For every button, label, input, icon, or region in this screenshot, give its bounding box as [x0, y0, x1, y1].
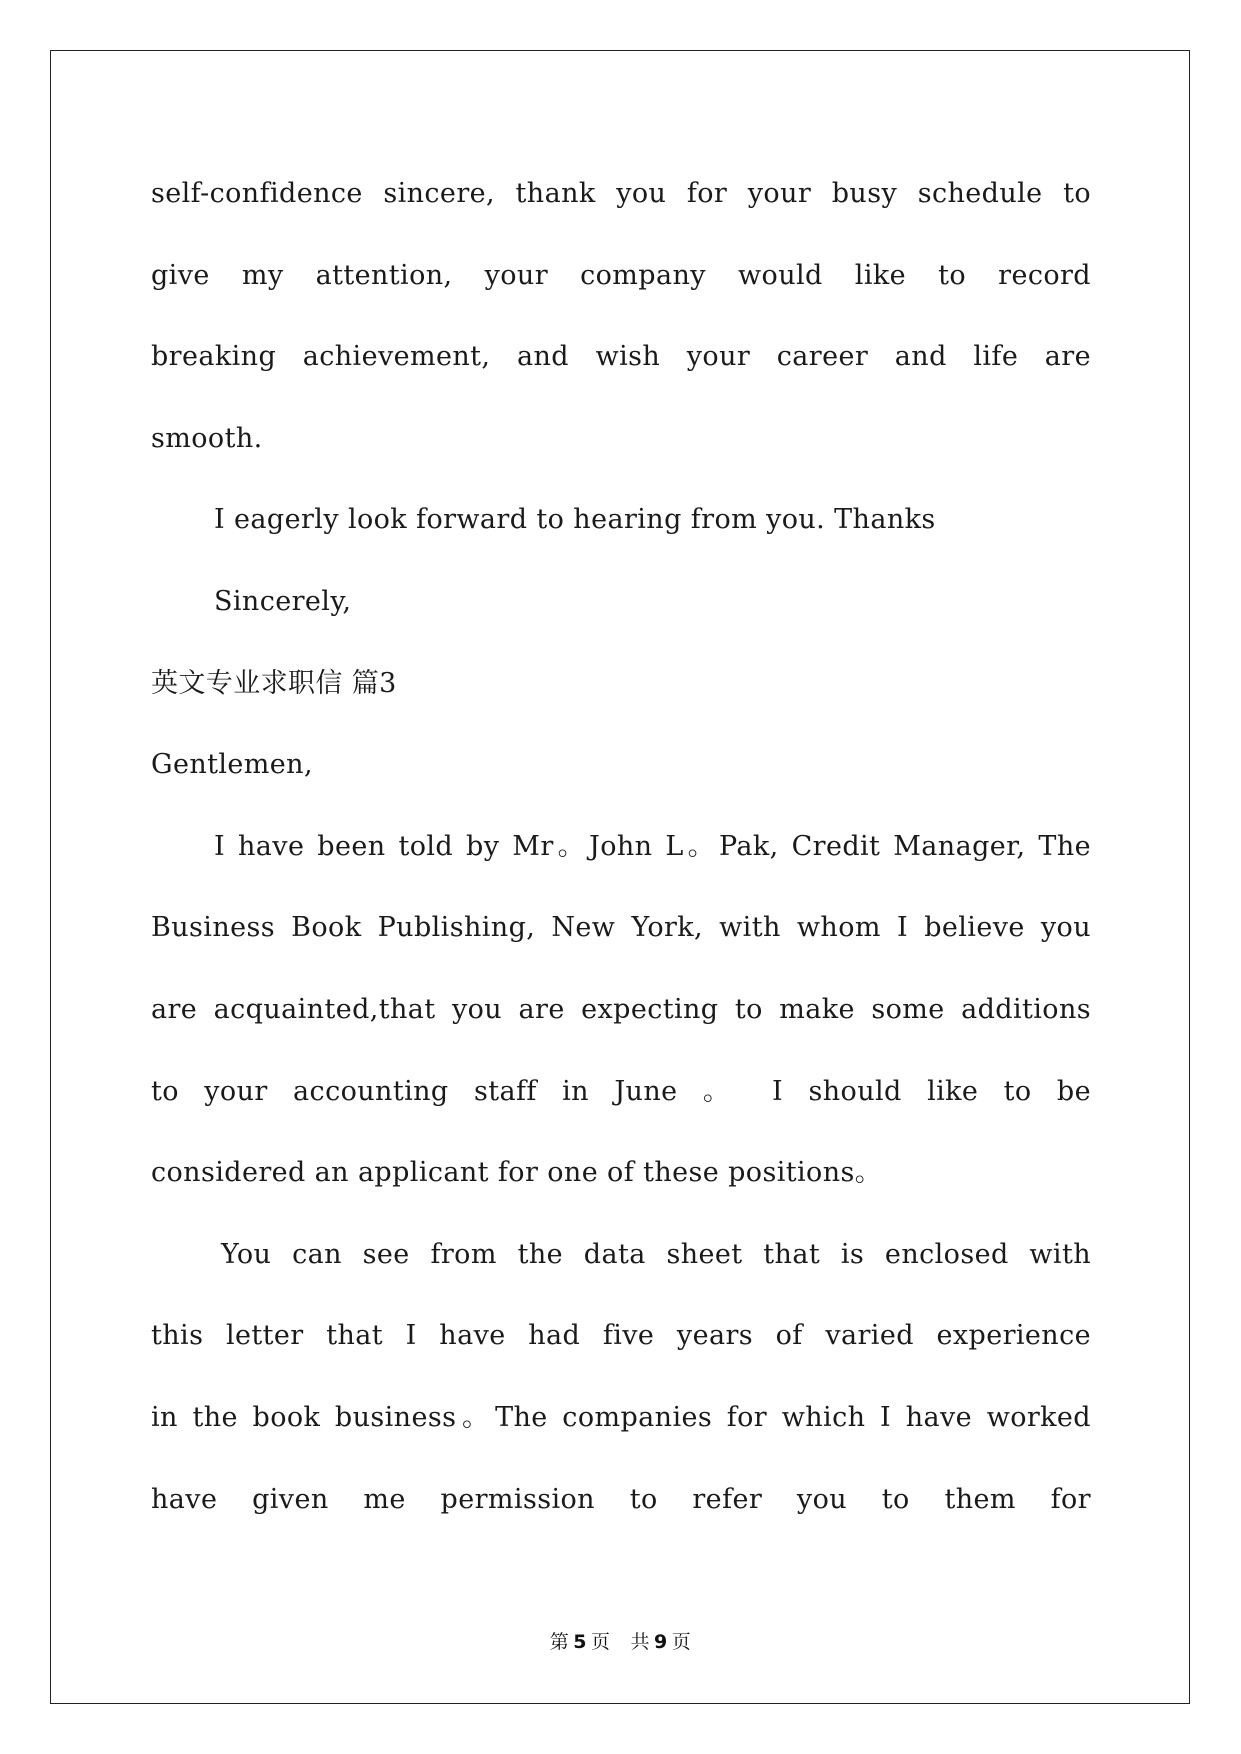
text-line: have given me permission to refer you to them for: [151, 1483, 1091, 1515]
salutation: Gentlemen,: [151, 749, 313, 781]
text-line: self-confidence sincere, thank you for your busy schedule to: [151, 178, 1091, 209]
text-line: this letter that I have had five years of varied experience: [151, 1320, 1091, 1352]
total-label-suffix: 页: [671, 1631, 692, 1653]
text-line: Business Book Publishing, New York, with whom I believe you: [151, 912, 1091, 944]
text-line: Sincerely,: [214, 585, 352, 617]
text-line: are acquainted,that you are expecting to make some additions: [151, 993, 1091, 1025]
page-footer: [0, 1627, 1241, 1654]
document-body: [151, 164, 1091, 1551]
text-line: give my attention, your company would like to record: [151, 259, 1091, 291]
total-label-prefix: 共: [630, 1631, 651, 1653]
text-line: in the book business。The companies for which I have worked: [151, 1401, 1091, 1433]
text-line: to your accounting staff in June 。 I should like to be: [151, 1075, 1091, 1107]
page-label-suffix: 页: [590, 1631, 611, 1653]
total-pages: 9: [654, 1631, 668, 1653]
text-line: I eagerly look forward to hearing from you. Thanks: [214, 504, 936, 536]
text-line: I have been told by Mr。John L。Pak, Credit Manager, The: [214, 830, 1091, 862]
text-line: considered an applicant for one of these positions。: [151, 1157, 883, 1189]
section-heading: 英文专业求职信 篇3: [151, 667, 397, 699]
text-line: breaking achievement, and wish your career and life are: [151, 341, 1091, 373]
page-label-prefix: 第: [549, 1631, 570, 1653]
text-line: smooth.: [151, 422, 263, 454]
text-line: You can see from the data sheet that is enclosed with: [221, 1238, 1091, 1270]
page-number: 5: [573, 1631, 587, 1653]
